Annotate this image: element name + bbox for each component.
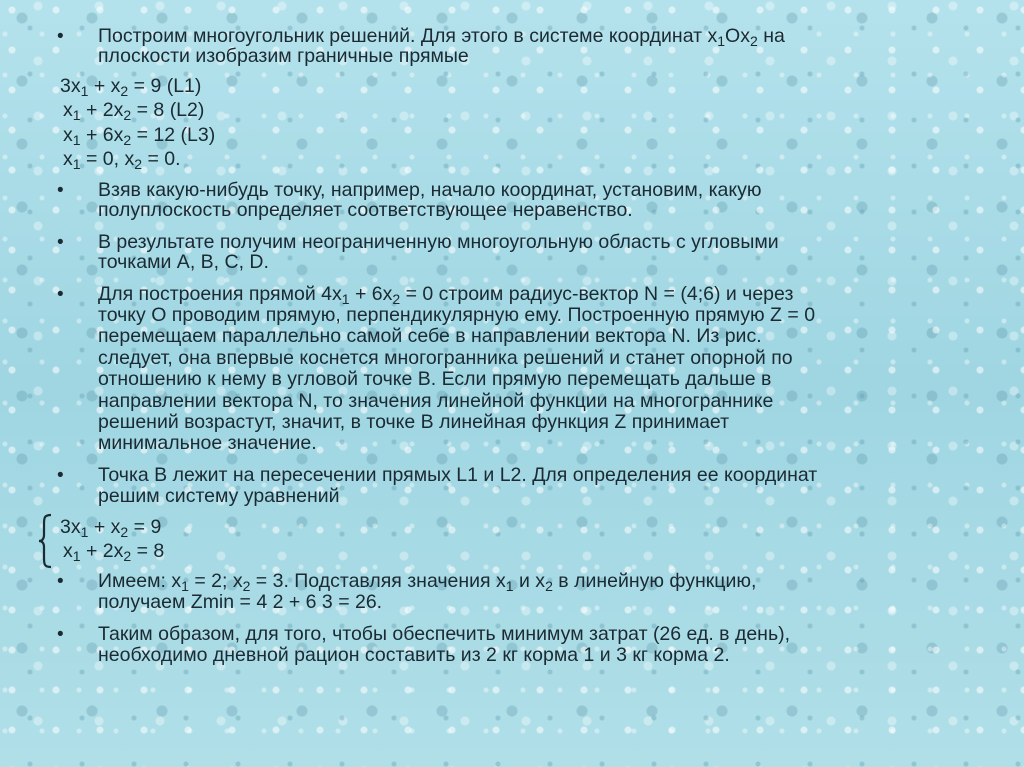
bullet-marker: • (57, 180, 64, 201)
system-brace-icon (37, 513, 53, 569)
bullet-marker: • (57, 465, 64, 486)
bullet-marker: • (57, 571, 64, 592)
bullet-marker: • (57, 284, 64, 305)
bullet-marker: • (57, 232, 64, 253)
bullet-marker: • (57, 624, 64, 645)
bullet-1-text: Построим многоугольник решений. Для этого в системе координат $x_1Ox_2$ на (98, 25, 785, 50)
bullet-marker: • (57, 26, 64, 47)
slide-content: • Построим многоугольник решений. Для этого в системе координат $x_1Ox_2$ на плоскости изобразим граничные прямые $3x_1 + x_2 = 9$ (L1) $x_1 + 2x_2 = 8$ (L2) $x_1 + 6x_2 = 12$ (L3) $x_1 = 0$, $x_2 = 0$. • Взяв какую-нибудь точку, например, начало координат, установим, какую полуплоскость определяет соответствующее неравенство. • В результате получим неограниченную многоугольную область с угловыми точками А, В, С, D. • Для построения прямой $4x_1 + 6x_2 = 0$ строим радиус-вектор N = (4;6) и через точку О проводим прямую, перпендикулярную ему. Построенную прямую Z = 0 перемещаем параллельно самой себе в направлении вектора N. Из рис. следует, она впервые коснется многогранника решений и станет опорной по отношению к нему в угловой точке В. Если прямую перемещать дальше в направлении вектора N, то значения линейной функции на многограннике решений возрастут, значит, в точке В линейная функция Z принимает минимальное значение. • Точка В лежит на пересечении прямых L1 и L2. Для определения ее координат решим систему уравнений $3x_1 + x_2 = 9$ $x_1 + 2x_2 = 8$ • Имеем: $x_1 = 2$; $x_2 = 3$. Подставляя значения $x_1$ и $x_2$ в линейную функцию, получаем Zmin = 4 2 + 6 3 = 26. • Таким образом, для того, чтобы обеспечить минимум затрат (26 ед. в день), необходимо дневной рацион составить из 2 кг корма 1 и 3 кг корма 2. (57, 25, 818, 666)
